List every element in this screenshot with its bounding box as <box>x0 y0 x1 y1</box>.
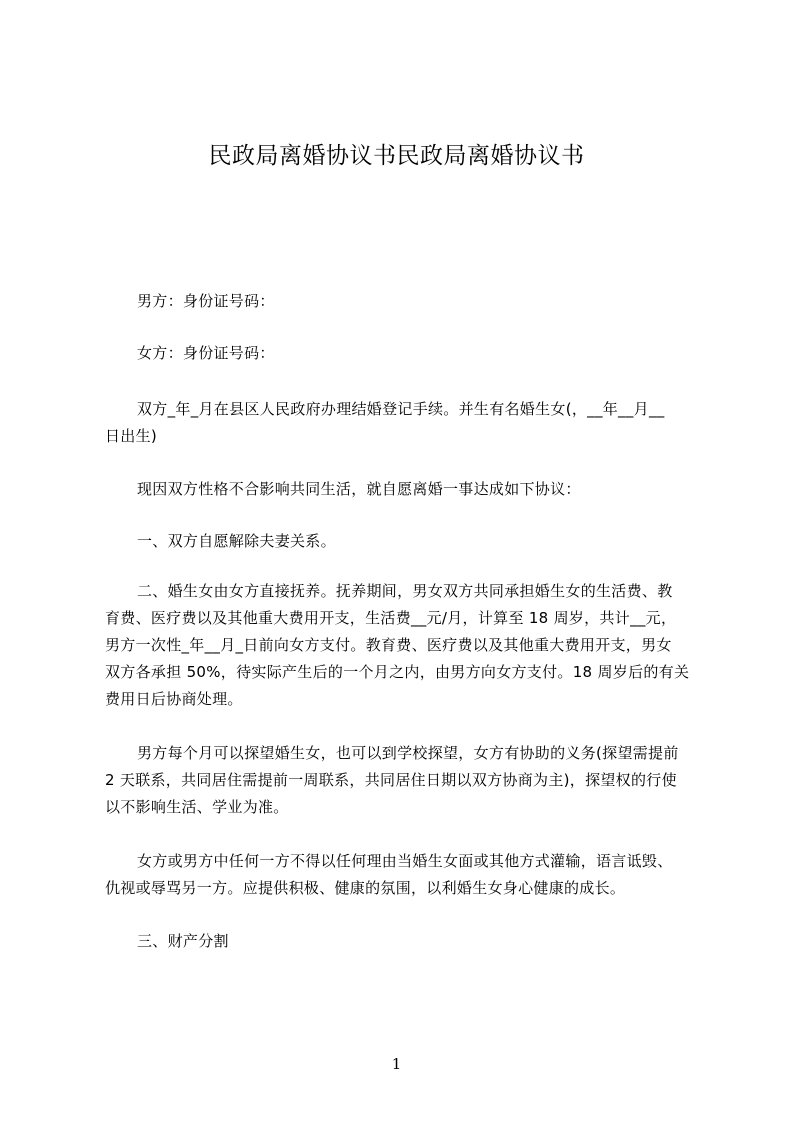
text-line: 以不影响生活、学业为准。 <box>105 798 289 816</box>
text-line: 女方或男方中任何一方不得以任何理由当婚生女面或其他方式灌输，语言诋毁、 <box>137 852 673 870</box>
text-line: 二、婚生女由女方直接抚养。抚养期间，男女双方共同承担婚生女的生活费、教 <box>137 582 673 600</box>
text-line: 三、财产分割 <box>137 932 229 950</box>
text-line: 2 天联系，共同居住需提前一周联系，共同居住日期以双方协商为主)，探望权的行使 <box>105 771 677 789</box>
female-party-line <box>105 340 705 367</box>
text-line: 日出生) <box>105 427 158 445</box>
clause-1 <box>105 528 705 555</box>
visitation-paragraph <box>105 740 705 821</box>
page-number: 1 <box>391 1055 402 1073</box>
text-line: 育费、医疗费以及其他重大费用开支，生活费__元/月，计算至 18 周岁，共计__元， <box>105 609 677 627</box>
clause-2-paragraph <box>105 578 705 713</box>
clause-3 <box>105 928 705 955</box>
text-line: 现因双方性格不合影响共同生活，就自愿离婚一事达成如下协议： <box>137 480 581 498</box>
text-line: 费用日后协商处理。 <box>105 690 243 708</box>
text-line: 女方：身份证号码： <box>137 344 275 362</box>
text-line: 男方：身份证号码： <box>137 292 275 310</box>
text-line: 男方每个月可以探望婚生女，也可以到学校探望，女方有协助的义务(探望需提前 <box>137 744 679 762</box>
no-slander-paragraph <box>105 848 705 902</box>
text-line: 双方_年_月在县区人民政府办理结婚登记手续。并生有名婚生女(，__年__月__ <box>137 400 665 418</box>
page-title: 民政局离婚协议书民政局离婚协议书 <box>208 143 585 169</box>
text-line: 仇视或辱骂另一方。应提供积极、健康的氛围，以利婚生女身心健康的成长。 <box>105 879 626 897</box>
intro-paragraph <box>105 476 705 503</box>
male-party-line <box>105 288 705 315</box>
text-line: 双方各承担 50%，待实际产生后的一个月之内，由男方向女方支付。18 周岁后的有关 <box>105 663 690 681</box>
marriage-paragraph <box>105 396 705 450</box>
text-line: 一、双方自愿解除夫妻关系。 <box>137 532 336 550</box>
text-line: 男方一次性_年__月_日前向女方支付。教育费、医疗费以及其他重大费用开支，男女 <box>105 636 672 654</box>
